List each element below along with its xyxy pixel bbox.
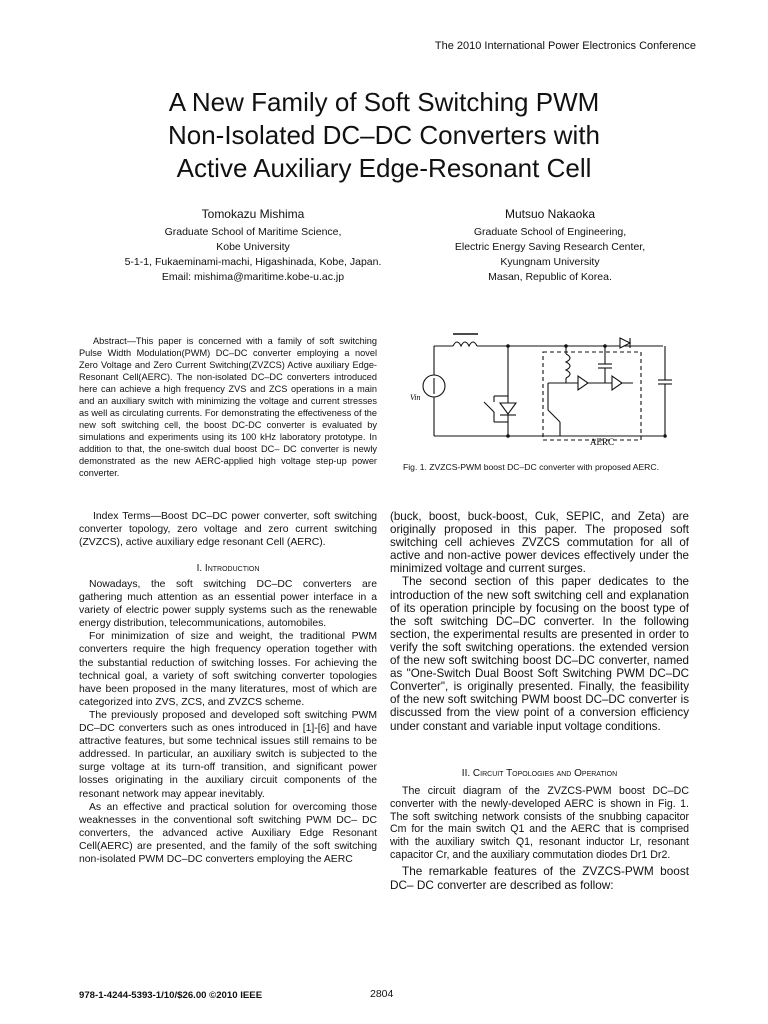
introduction-body (79, 578, 377, 866)
aux-diode-2-icon (612, 376, 622, 390)
aux-switch-icon (548, 410, 560, 422)
paragraph: Nowadays, the soft switching DC–DC converters are gathering much attention as an essential power interface in a variety of electric power supply systems such as the renewable energy distribution, telecommunications, automobiles. (79, 579, 377, 630)
title-line: A New Family of Soft Switching PWM (168, 87, 600, 117)
paragraph: (buck, boost, buck-boost, Cuk, SEPIC, and Zeta) are originally proposed in this paper. The proposed soft switching cell achieves ZVZCS commutation for all of active and non-active power devices effectively under the minimized voltage and current surges. (390, 510, 689, 576)
author-affiliation-line: Graduate School of Engineering, (473, 226, 627, 238)
main-diode-icon (500, 403, 516, 414)
paragraph: The remarkable features of the ZVZCS-PWM boost DC– DC converter are described as follow: (390, 863, 689, 892)
author-affiliation-line: Electric Energy Saving Research Center, (454, 241, 646, 253)
author-block-2 (400, 206, 700, 285)
author-email: Email: mishima@maritime.kobe-u.ac.jp (161, 271, 345, 283)
section2-body (390, 785, 689, 892)
abstract-text: Abstract—This paper is concerned with a family of soft switching Pulse Width Modulation(PWM) DC–DC converter employing a novel Zero Voltage and Zero Current Switching(ZVZCS) Active auxiliary Edge-Resonant Cell(AERC). The non-isolated DC–DC converters introduced here can achieve a high frequency ZVS and ZCS operations in a main and an auxiliary switch with minimizing the voltage and current stresses as well as circulating currents. For demonstrating the effectiveness of the new soft switching cell, the boost DC-DC converter is evaluated by simulations and experiments using its 100 kHz laboratory prototype. In addition to that, the one-switch dual boost DC– DC converter is newly demonstrated as the new AERC-applied high voltage step-up power converter. (79, 336, 377, 478)
abstract (79, 335, 377, 479)
circuit-diagram (398, 318, 698, 460)
author-block-1 (88, 206, 418, 285)
title-line: Active Auxiliary Edge-Resonant Cell (176, 153, 592, 183)
author-name: Tomokazu Mishima (201, 207, 305, 221)
section-title: Circuit Topologies and Operation (472, 768, 618, 779)
title-line: Non-Isolated DC–DC Converters with (167, 120, 601, 150)
author-affiliation-line: Kobe University (216, 241, 290, 253)
paper-title (0, 86, 768, 185)
section-heading-introduction (79, 563, 377, 574)
conference-header: The 2010 International Power Electronics Conference (434, 40, 696, 52)
author-affiliation-line: Masan, Republic of Korea. (488, 271, 612, 283)
paragraph: The second section of this paper dedicates to the introduction of the new soft switching cell and explanation of its operation principle by focusing on the boost type of the soft switching DC–DC converter. In the following section, the experimental results are presented in order to verify the soft switching operations. the extended version of the new soft switching boost DC–DC converter, named as "One-Switch Dual Boost Soft Switching PWM DC–DC Converter", is originally presented. Finally, the feasibility of the new soft switching PWM boost DC–DC converter is discussed from the view point of a conversion efficiency under constant and variable input voltage conditions. (390, 575, 689, 733)
aux-diode-1-icon (578, 376, 588, 390)
section-number: II. (461, 768, 471, 779)
author-affiliation-line: Graduate School of Maritime Science, (164, 226, 342, 238)
main-switch-icon (484, 402, 494, 412)
index-terms-text: Index Terms—Boost DC–DC power converter, soft switching converter topology, zero voltage and zero current switching (ZVZCS), active auxiliary edge resonant Cell (AERC). (79, 511, 377, 549)
author-name: Mutsuo Nakaoka (504, 207, 596, 221)
figure-caption: Fig. 1. ZVZCS-PWM boost DC–DC converter with proposed AERC. (403, 462, 659, 472)
page-number: 2804 (370, 988, 394, 1000)
section-heading-circuit-topologies (390, 768, 689, 779)
source-label: Vin (410, 393, 421, 402)
footer-isbn: 978-1-4244-5393-1/10/$26.00 ©2010 IEEE (79, 990, 263, 1001)
paragraph: As an effective and practical solution for overcoming those weaknesses in the conventional soft switching PWM DC– DC converters, the advanced active Auxiliary Edge Resonant Cell(AERC) are presented, and the family of the soft switching non-isolated PWM DC–DC converters employing the AERC (79, 801, 377, 865)
paragraph: The circuit diagram of the ZVZCS-PWM boost DC–DC converter with the newly-developed AERC is shown in Fig. 1. The soft switching network consists of the snubbing capacitor Cm for the main switch Q1 and the AERC that is comprised with the auxiliary switch Q1, resonant inductor Lr, resonant capacitor Cr, and the auxiliary commutation diodes Dr1 Dr2. (390, 785, 689, 861)
aerc-label: AERC (590, 437, 615, 447)
section-title: Introduction (204, 563, 260, 574)
author-affiliation-line: Kyungnam University (500, 256, 600, 268)
right-column-body (390, 510, 689, 733)
resonant-inductor-icon (566, 354, 570, 378)
main-inductor-icon (453, 342, 477, 346)
paragraph: The previously proposed and developed soft switching PWM DC–DC converters such as ones introduced in [1]-[6] and have attractive features, but some technical issues still remains to be addressed. In particular, an auxiliary switch is subjected to the surge voltage at its turn-off transition, and significant power losses originating in the auxiliary circuit components of the resonant network may appear inevitably. (79, 709, 377, 800)
aerc-boundary (543, 352, 641, 440)
paragraph: For minimization of size and weight, the traditional PWM converters require the high frequency operation together with the substantial reduction of switching losses. For achieving the technical goal, a variety of soft switching converter topologies have been proposed in the many literatures, most of which are categorized into ZVS, ZCS, and ZVZCS scheme. (79, 631, 377, 708)
index-terms (79, 510, 377, 549)
section-number: I. (196, 563, 203, 574)
author-affiliation-line: 5-1-1, Fukaeminami-machi, Higashinada, Kobe, Japan. (124, 256, 382, 268)
